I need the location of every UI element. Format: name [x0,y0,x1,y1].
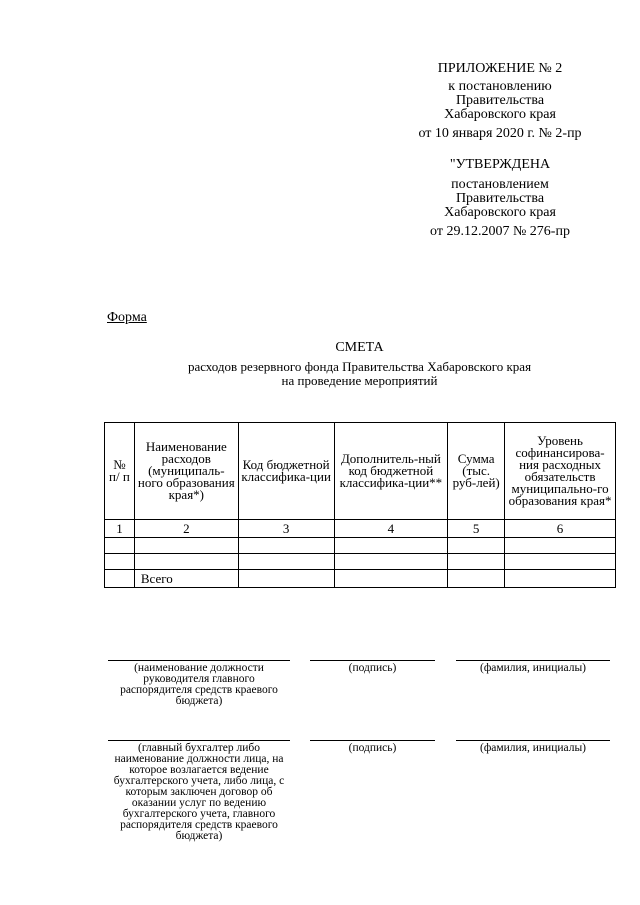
subtitle-line: на проведение мероприятий [281,373,438,388]
appendix-date: от 10 января 2020 г. № 2-пр [418,126,582,141]
table-cell [334,538,448,554]
header-cell-additional-code: Дополнитель-ный код бюджетной классифика-ции** [334,423,448,520]
signature-line [108,740,290,741]
signature-caption: (подпись) [348,742,397,754]
header-cell-cofinancing: Уровень софинансирова-ния расходных обязательств муниципально-го образования края* [505,423,616,520]
table-row [105,554,616,570]
table-cell [134,554,238,570]
header-cell-name: Наименование расходов (муниципаль-ного образования края*) [134,423,238,520]
approved-line: Хабаровского края [444,205,556,220]
table-cell [238,538,334,554]
signature-line [456,660,610,661]
table-cell [505,554,616,570]
approved-header [400,158,600,239]
table-cell [105,570,135,588]
column-number: 6 [505,520,616,538]
signature-line [310,740,435,741]
table-header-row [105,423,616,520]
column-number: 4 [334,520,448,538]
approved-line: Правительства [455,191,545,206]
column-number: 3 [238,520,334,538]
table-cell [448,538,505,554]
total-label: Всего [134,570,238,588]
form-label: Форма [107,310,147,325]
table-cell [105,538,135,554]
table-cell [505,570,616,588]
table-row [105,538,616,554]
approved-title: "УТВЕРЖДЕНА [449,157,551,172]
estimate-table [104,422,616,588]
signature-line [108,660,290,661]
table-cell [105,554,135,570]
appendix-title: ПРИЛОЖЕНИЕ № 2 [437,61,563,76]
header-cell-number: № п/ п [105,423,135,520]
table-cell [505,538,616,554]
table-cell [238,554,334,570]
header-cell-sum: Сумма (тыс. руб-лей) [448,423,505,520]
accountant-caption: (главный бухгалтер либо наименование должности лица, на которое возлагается ведение бухгалтерского учета, либо лица, с которым заключен договор об оказании услуг по ведению бухгалтерского учета, главного распорядителя средств краевого бюджета) [113,742,285,842]
column-number: 1 [105,520,135,538]
column-number: 2 [134,520,238,538]
table-cell [448,554,505,570]
subtitle-line: расходов резервного фонда Правительства Хабаровского края [187,359,532,374]
signature-line [456,740,610,741]
signature-caption: (подпись) [348,662,397,674]
table-cell [448,570,505,588]
header-cell-budget-code: Код бюджетной классифика-ции [238,423,334,520]
signature-line [310,660,435,661]
approved-date: от 29.12.2007 № 276-пр [430,224,570,239]
position-caption: (наименование должности руководителя главного распорядителя средств краевого бюджета) [120,662,278,707]
document-title: СМЕТА [335,340,384,355]
appendix-header [400,62,600,141]
document-subtitle [107,360,612,388]
name-caption: (фамилия, инициалы) [479,742,587,754]
name-caption: (фамилия, инициалы) [479,662,587,674]
total-row [105,570,616,588]
appendix-line: Правительства [455,93,545,108]
table-cell [334,570,448,588]
appendix-line: Хабаровского края [444,107,556,122]
table-cell [134,538,238,554]
table-cell [238,570,334,588]
appendix-line: к постановлению [448,79,552,94]
approved-line: постановлением [451,177,549,192]
table-cell [334,554,448,570]
column-number: 5 [448,520,505,538]
column-number-row [105,520,616,538]
